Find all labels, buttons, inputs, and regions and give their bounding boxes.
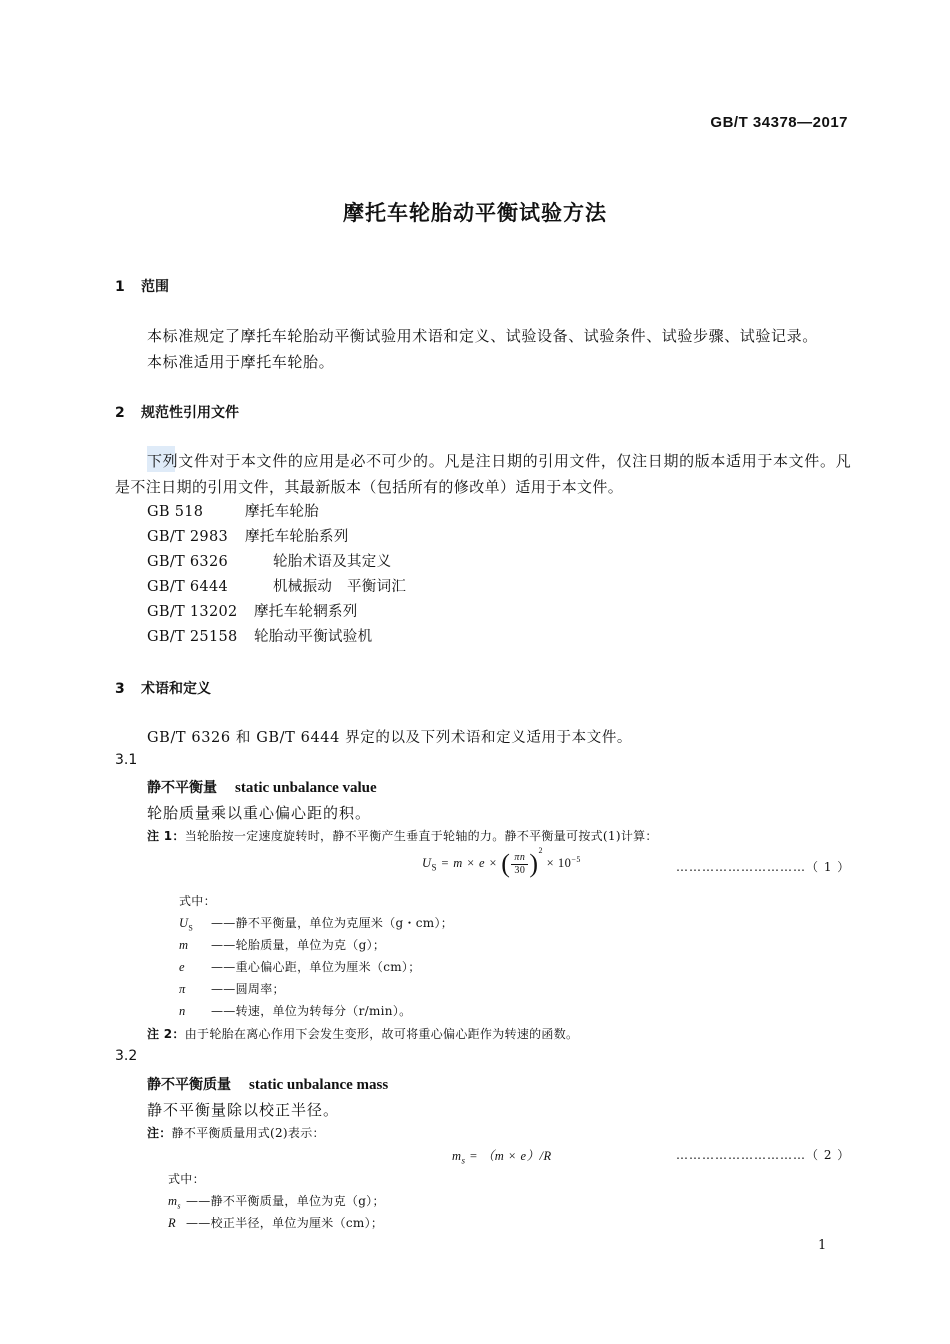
formula-lhs: m [452,1149,462,1163]
variable-definition [168,1192,385,1211]
reference-title: 摩托车轮胎 [245,504,319,520]
reference-title: 摩托车轮辋系列 [254,604,358,620]
note-text: 由于轮胎在离心作用下会发生变形，故可将重心偏心距作为转速的函数。 [184,1027,579,1041]
reference-title: 轮胎动平衡试验机 [254,629,373,645]
variable-description: ——静不平衡质量，单位为克（g）； [186,1194,385,1208]
formula-1 [422,846,581,879]
reference-item [147,575,406,596]
reference-code: GB 518 [147,504,204,520]
term-english: static unbalance mass [249,1077,389,1093]
fraction-numerator: πn [514,851,526,863]
variable-description: ——轮胎质量，单位为克（g）； [211,938,386,952]
paragraph: 本标准规定了摩托车轮胎动平衡试验用术语和定义、试验设备、试验条件、试验步骤、试验记录。 [147,327,818,345]
section-number: 1 [115,279,125,295]
equation-number: …………………………（ 1 ） [676,860,851,874]
where-label: 式中： [168,1172,205,1186]
formula-tail-exponent: −5 [571,854,581,864]
term-chinese: 静不平衡质量 [147,1077,231,1093]
variable-definition [179,936,385,953]
variable-definition [179,958,421,975]
note [147,1124,325,1141]
left-paren-icon: ( [501,849,511,879]
note-label: 注 2： [147,1027,185,1041]
reference-title: 摩托车轮胎系列 [245,529,349,545]
term-definition: 静不平衡量除以校正半径。 [147,1101,340,1119]
term-chinese: 静不平衡量 [147,780,217,796]
variable-symbol: $U_S$ [179,916,194,933]
paragraph: 本标准适用于摩托车轮胎。 [147,353,335,371]
reference-item [147,525,349,546]
variable-description: ——校正半径，单位为厘米（cm）； [186,1216,384,1230]
standard-code: GB/T 34378—2017 [710,114,848,131]
note-text: 当轮胎按一定速度旋转时，静不平衡产生垂直于轮轴的力。静不平衡量可按式(1)计算： [184,829,658,843]
section-title: 规范性引用文件 [141,405,239,421]
variable-symbol: $m_s$ [168,1194,181,1211]
section-1-heading [115,276,169,296]
reference-code: GB/T 6326 [147,554,229,570]
variable-symbol: R [168,1216,176,1230]
reference-item [147,550,391,571]
right-paren-icon: ) [529,849,539,879]
variable-description: ——重心偏心距，单位为厘米（cm）； [211,960,421,974]
reference-item [147,600,358,621]
reference-code: GB/T 25158 [147,629,238,645]
variable-description: ——转速，单位为转每分（r/min）。 [211,1004,412,1018]
variable-definition [179,914,453,933]
variable-description: ——圆周率； [211,982,285,996]
section-title: 范围 [141,279,169,295]
variable-symbol: m [179,938,189,952]
note [147,827,658,844]
reference-title: 轮胎术语及其定义 [273,554,392,570]
paragraph: GB/T 6326 和 GB/T 6444 界定的以及下列术语和定义适用于本文件。 [147,730,633,746]
variable-symbol: n [179,1004,186,1018]
fraction-denominator: 30 [511,864,528,877]
formula-lhs-subscript: S [431,862,438,873]
equation-number: …………………………（ 2 ） [676,1148,851,1162]
formula-tail: × 10 [543,856,572,870]
note-label: 注 1： [147,829,185,843]
reference-code: GB/T 6444 [147,579,229,595]
variable-definition [179,980,285,997]
term-heading [147,1074,388,1094]
formula-exponent: 2 [538,846,544,855]
note-text: 静不平衡质量用式(2)表示： [171,1126,325,1140]
where-label: 式中： [179,894,216,908]
formula-lhs: U [422,856,432,870]
variable-definition [168,1214,383,1231]
reference-item [147,625,372,646]
term-number: 3.1 [115,752,138,768]
section-number: 2 [115,405,125,421]
variable-description: ——静不平衡量，单位为克厘米（g・cm）； [211,916,454,930]
note [147,1025,578,1042]
note-label: 注： [147,1126,172,1140]
variable-symbol: π [179,982,186,996]
reference-title: 机械振动 平衡词汇 [273,579,407,595]
document-title: 摩托车轮胎动平衡试验方法 [343,201,607,225]
reference-code: GB/T 13202 [147,604,238,620]
term-english: static unbalance value [235,780,377,796]
variable-definition [179,1002,411,1019]
term-definition: 轮胎质量乘以重心偏心距的积。 [147,804,372,822]
reference-code: GB/T 2983 [147,529,229,545]
formula-rhs: = （m × e）/R [465,1149,552,1163]
page-number: 1 [818,1238,827,1253]
formula-middle: = m × e × [437,856,502,870]
section-title: 术语和定义 [141,681,211,697]
term-heading [147,777,377,797]
reference-item [147,500,319,521]
paragraph: 下列文件对于本文件的应用是必不可少的。凡是注日期的引用文件，仅注日期的版本适用于本文件。凡是不注日期的引用文件，其最新版本（包括所有的修改单）适用于本文件。 [115,452,851,496]
variable-symbol: e [179,960,185,974]
fraction [511,852,528,877]
term-number: 3.2 [115,1048,138,1064]
section-2-heading [115,402,239,422]
formula-lhs-subscript: s [461,1155,466,1166]
section-3-heading [115,678,211,698]
formula-2 [452,1146,552,1166]
section-number: 3 [115,681,125,697]
